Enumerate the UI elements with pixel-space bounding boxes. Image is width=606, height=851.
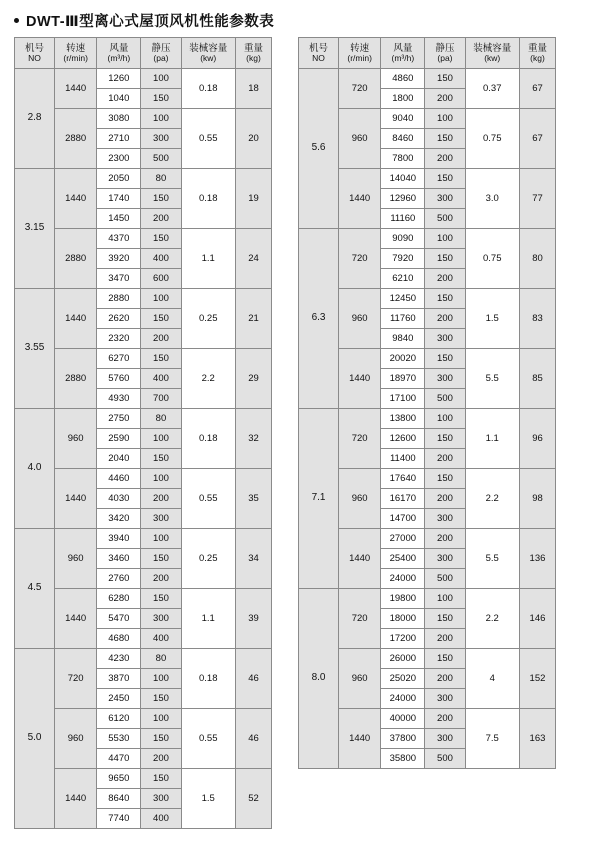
cell-pressure: 300 xyxy=(425,689,465,709)
cell-flow: 8640 xyxy=(97,789,141,809)
cell-flow: 2750 xyxy=(97,409,141,429)
cell-flow: 4030 xyxy=(97,489,141,509)
cell-pressure: 200 xyxy=(425,529,465,549)
cell-weight: 96 xyxy=(519,409,555,469)
cell-pressure: 200 xyxy=(425,449,465,469)
column-header-line1: 转速 xyxy=(350,42,370,54)
cell-flow: 6210 xyxy=(381,269,425,289)
table-row xyxy=(299,69,556,89)
cell-flow: 14040 xyxy=(381,169,425,189)
cell-pressure: 150 xyxy=(141,769,181,789)
cell-weight: 20 xyxy=(235,109,271,169)
cell-flow: 4470 xyxy=(97,749,141,769)
cell-flow: 12450 xyxy=(381,289,425,309)
table-body-left xyxy=(15,69,272,829)
cell-pressure: 400 xyxy=(141,249,181,269)
cell-pressure: 150 xyxy=(141,89,181,109)
cell-pressure: 100 xyxy=(425,409,465,429)
column-header-line2: (m³/h) xyxy=(107,52,131,63)
cell-flow: 19800 xyxy=(381,589,425,609)
cell-rpm: 1440 xyxy=(339,529,381,589)
cell-pressure: 150 xyxy=(425,609,465,629)
cell-power: 0.75 xyxy=(465,109,519,169)
column-header-line1: 装械容量 xyxy=(473,42,512,54)
cell-power: 5.5 xyxy=(465,529,519,589)
cell-flow: 25020 xyxy=(381,669,425,689)
cell-pressure: 200 xyxy=(141,489,181,509)
cell-flow: 7740 xyxy=(97,809,141,829)
cell-flow: 2050 xyxy=(97,169,141,189)
cell-pressure: 200 xyxy=(141,749,181,769)
cell-power: 0.55 xyxy=(181,109,235,169)
cell-rpm: 960 xyxy=(339,469,381,529)
cell-pressure: 300 xyxy=(425,729,465,749)
cell-flow: 9840 xyxy=(381,329,425,349)
table-row xyxy=(15,649,272,669)
cell-pressure: 500 xyxy=(425,209,465,229)
column-header-5 xyxy=(235,38,271,69)
cell-pressure: 200 xyxy=(425,149,465,169)
cell-power: 3.0 xyxy=(465,169,519,229)
cell-flow: 35800 xyxy=(381,749,425,769)
cell-flow: 2880 xyxy=(97,289,141,309)
cell-pressure: 80 xyxy=(141,409,181,429)
cell-flow: 13800 xyxy=(381,409,425,429)
table-row xyxy=(299,229,556,249)
cell-pressure: 300 xyxy=(141,609,181,629)
cell-pressure: 400 xyxy=(141,809,181,829)
cell-model-no: 5.0 xyxy=(15,649,55,829)
cell-power: 1.5 xyxy=(181,769,235,829)
cell-flow: 5760 xyxy=(97,369,141,389)
cell-pressure: 150 xyxy=(141,189,181,209)
cell-weight: 67 xyxy=(519,109,555,169)
cell-pressure: 200 xyxy=(141,209,181,229)
performance-table-left xyxy=(14,37,272,829)
cell-rpm: 720 xyxy=(55,649,97,709)
cell-model-no: 3.15 xyxy=(15,169,55,289)
cell-weight: 80 xyxy=(519,229,555,289)
cell-weight: 39 xyxy=(235,589,271,649)
cell-model-no: 3.55 xyxy=(15,289,55,409)
column-header-0 xyxy=(15,38,55,69)
cell-rpm: 960 xyxy=(55,409,97,469)
table-header-right xyxy=(299,38,556,69)
cell-pressure: 500 xyxy=(425,389,465,409)
cell-model-no: 4.5 xyxy=(15,529,55,649)
cell-power: 0.18 xyxy=(181,69,235,109)
cell-pressure: 100 xyxy=(141,669,181,689)
cell-flow: 6120 xyxy=(97,709,141,729)
cell-flow: 2040 xyxy=(97,449,141,469)
cell-flow: 9650 xyxy=(97,769,141,789)
cell-power: 0.18 xyxy=(181,169,235,229)
cell-model-no: 5.6 xyxy=(299,69,339,229)
cell-weight: 146 xyxy=(519,589,555,649)
cell-pressure: 200 xyxy=(425,309,465,329)
cell-flow: 26000 xyxy=(381,649,425,669)
cell-flow: 3460 xyxy=(97,549,141,569)
cell-flow: 27000 xyxy=(381,529,425,549)
column-header-1 xyxy=(339,38,381,69)
cell-pressure: 200 xyxy=(141,569,181,589)
cell-rpm: 2880 xyxy=(55,349,97,409)
column-header-5 xyxy=(519,38,555,69)
cell-rpm: 960 xyxy=(339,649,381,709)
cell-weight: 52 xyxy=(235,769,271,829)
column-header-line2: NO xyxy=(28,52,41,63)
cell-flow: 3420 xyxy=(97,509,141,529)
cell-model-no: 2.8 xyxy=(15,69,55,169)
column-header-4 xyxy=(181,38,235,69)
cell-flow: 3920 xyxy=(97,249,141,269)
cell-flow: 9040 xyxy=(381,109,425,129)
cell-pressure: 100 xyxy=(141,529,181,549)
cell-pressure: 500 xyxy=(425,569,465,589)
column-header-line2: (kg) xyxy=(246,52,261,63)
cell-rpm: 960 xyxy=(55,709,97,769)
cell-weight: 85 xyxy=(519,349,555,409)
cell-power: 1.1 xyxy=(181,229,235,289)
cell-pressure: 300 xyxy=(141,789,181,809)
cell-weight: 77 xyxy=(519,169,555,229)
cell-power: 7.5 xyxy=(465,709,519,769)
cell-flow: 1740 xyxy=(97,189,141,209)
cell-pressure: 500 xyxy=(425,749,465,769)
cell-flow: 1450 xyxy=(97,209,141,229)
cell-pressure: 150 xyxy=(141,589,181,609)
cell-pressure: 200 xyxy=(141,329,181,349)
cell-pressure: 200 xyxy=(425,489,465,509)
cell-rpm: 720 xyxy=(339,409,381,469)
column-header-line2: (kw) xyxy=(484,52,501,63)
column-header-line1: 机号 xyxy=(25,42,45,54)
cell-flow: 1260 xyxy=(97,69,141,89)
cell-flow: 20020 xyxy=(381,349,425,369)
cell-weight: 67 xyxy=(519,69,555,109)
cell-weight: 35 xyxy=(235,469,271,529)
column-header-line1: 风量 xyxy=(109,42,129,54)
cell-rpm: 960 xyxy=(55,529,97,589)
cell-pressure: 150 xyxy=(425,129,465,149)
cell-flow: 1040 xyxy=(97,89,141,109)
cell-flow: 4230 xyxy=(97,649,141,669)
cell-flow: 2450 xyxy=(97,689,141,709)
cell-weight: 83 xyxy=(519,289,555,349)
cell-flow: 4680 xyxy=(97,629,141,649)
cell-flow: 9090 xyxy=(381,229,425,249)
table-body-right xyxy=(299,69,556,769)
column-header-line1: 风量 xyxy=(393,42,413,54)
cell-flow: 12600 xyxy=(381,429,425,449)
cell-flow: 4860 xyxy=(381,69,425,89)
cell-pressure: 200 xyxy=(425,669,465,689)
column-header-line2: (m³/h) xyxy=(391,52,415,63)
column-header-line1: 静压 xyxy=(151,42,171,54)
cell-flow: 40000 xyxy=(381,709,425,729)
cell-flow: 4370 xyxy=(97,229,141,249)
cell-flow: 18970 xyxy=(381,369,425,389)
cell-flow: 11160 xyxy=(381,209,425,229)
cell-flow: 5530 xyxy=(97,729,141,749)
cell-flow: 11400 xyxy=(381,449,425,469)
cell-flow: 2710 xyxy=(97,129,141,149)
table-row xyxy=(299,589,556,609)
cell-pressure: 150 xyxy=(141,229,181,249)
cell-weight: 34 xyxy=(235,529,271,589)
cell-pressure: 300 xyxy=(425,549,465,569)
cell-weight: 46 xyxy=(235,709,271,769)
cell-flow: 7800 xyxy=(381,149,425,169)
cell-power: 0.18 xyxy=(181,409,235,469)
cell-pressure: 200 xyxy=(425,269,465,289)
cell-pressure: 150 xyxy=(425,349,465,369)
cell-rpm: 960 xyxy=(339,109,381,169)
cell-weight: 19 xyxy=(235,169,271,229)
cell-flow: 8460 xyxy=(381,129,425,149)
column-header-line1: 机号 xyxy=(309,42,329,54)
cell-pressure: 300 xyxy=(425,509,465,529)
cell-flow: 11760 xyxy=(381,309,425,329)
cell-pressure: 700 xyxy=(141,389,181,409)
cell-pressure: 100 xyxy=(425,589,465,609)
column-header-line1: 重量 xyxy=(527,42,547,54)
page-title-row xyxy=(0,0,606,37)
cell-rpm: 2880 xyxy=(55,229,97,289)
table-row xyxy=(15,409,272,429)
cell-pressure: 200 xyxy=(425,89,465,109)
cell-rpm: 1440 xyxy=(339,169,381,229)
cell-weight: 98 xyxy=(519,469,555,529)
cell-pressure: 150 xyxy=(141,349,181,369)
table-row xyxy=(299,409,556,429)
cell-pressure: 200 xyxy=(425,709,465,729)
cell-power: 1.1 xyxy=(181,589,235,649)
cell-pressure: 100 xyxy=(141,709,181,729)
cell-pressure: 150 xyxy=(425,69,465,89)
cell-rpm: 720 xyxy=(339,229,381,289)
column-header-line2: (kg) xyxy=(530,52,545,63)
cell-rpm: 2880 xyxy=(55,109,97,169)
performance-table-right xyxy=(298,37,556,769)
cell-pressure: 400 xyxy=(141,369,181,389)
cell-power: 0.75 xyxy=(465,229,519,289)
cell-rpm: 1440 xyxy=(55,589,97,649)
column-header-3 xyxy=(141,38,181,69)
cell-rpm: 1440 xyxy=(339,709,381,769)
cell-pressure: 150 xyxy=(425,429,465,449)
cell-rpm: 1440 xyxy=(55,69,97,109)
cell-power: 2.2 xyxy=(181,349,235,409)
cell-flow: 1800 xyxy=(381,89,425,109)
tables-container xyxy=(0,37,606,829)
cell-pressure: 100 xyxy=(141,69,181,89)
cell-pressure: 150 xyxy=(141,729,181,749)
cell-flow: 17100 xyxy=(381,389,425,409)
table-header-left xyxy=(15,38,272,69)
cell-power: 0.25 xyxy=(181,289,235,349)
column-header-line2: (r/min) xyxy=(347,52,372,63)
cell-pressure: 150 xyxy=(141,309,181,329)
cell-power: 0.37 xyxy=(465,69,519,109)
cell-pressure: 100 xyxy=(141,109,181,129)
table-row xyxy=(15,169,272,189)
cell-model-no: 8.0 xyxy=(299,589,339,769)
cell-rpm: 1440 xyxy=(55,469,97,529)
column-header-line2: (r/min) xyxy=(63,52,88,63)
cell-power: 1.5 xyxy=(465,289,519,349)
cell-power: 2.2 xyxy=(465,469,519,529)
cell-power: 5.5 xyxy=(465,349,519,409)
bullet-dot-icon xyxy=(14,18,19,23)
cell-power: 1.1 xyxy=(465,409,519,469)
cell-rpm: 1440 xyxy=(339,349,381,409)
cell-flow: 12960 xyxy=(381,189,425,209)
cell-pressure: 150 xyxy=(425,289,465,309)
column-header-line2: (pa) xyxy=(437,52,453,63)
cell-flow: 3870 xyxy=(97,669,141,689)
cell-pressure: 400 xyxy=(141,629,181,649)
cell-rpm: 960 xyxy=(339,289,381,349)
cell-pressure: 100 xyxy=(425,109,465,129)
cell-flow: 4460 xyxy=(97,469,141,489)
cell-pressure: 100 xyxy=(425,229,465,249)
cell-flow: 2760 xyxy=(97,569,141,589)
column-header-1 xyxy=(55,38,97,69)
column-header-2 xyxy=(381,38,425,69)
table-row xyxy=(15,289,272,309)
column-header-4 xyxy=(465,38,519,69)
column-header-0 xyxy=(299,38,339,69)
column-header-line1: 静压 xyxy=(435,42,455,54)
header-row xyxy=(299,38,556,69)
cell-pressure: 300 xyxy=(141,509,181,529)
cell-pressure: 300 xyxy=(141,129,181,149)
cell-power: 0.55 xyxy=(181,709,235,769)
page-title: DWT-Ⅲ型离心式屋顶风机性能参数表 xyxy=(26,14,275,30)
cell-flow: 6270 xyxy=(97,349,141,369)
cell-weight: 24 xyxy=(235,229,271,289)
cell-flow: 3470 xyxy=(97,269,141,289)
cell-power: 0.18 xyxy=(181,649,235,709)
cell-flow: 3940 xyxy=(97,529,141,549)
cell-pressure: 100 xyxy=(141,429,181,449)
cell-pressure: 500 xyxy=(141,149,181,169)
column-header-line1: 转速 xyxy=(66,42,86,54)
table-row xyxy=(15,529,272,549)
cell-flow: 2590 xyxy=(97,429,141,449)
header-row xyxy=(15,38,272,69)
cell-weight: 21 xyxy=(235,289,271,349)
column-header-2 xyxy=(97,38,141,69)
cell-flow: 2320 xyxy=(97,329,141,349)
cell-flow: 7920 xyxy=(381,249,425,269)
cell-pressure: 150 xyxy=(425,649,465,669)
cell-pressure: 80 xyxy=(141,169,181,189)
cell-model-no: 7.1 xyxy=(299,409,339,589)
cell-flow: 3080 xyxy=(97,109,141,129)
cell-pressure: 150 xyxy=(141,449,181,469)
cell-flow: 2620 xyxy=(97,309,141,329)
cell-pressure: 150 xyxy=(425,249,465,269)
cell-model-no: 6.3 xyxy=(299,229,339,409)
cell-rpm: 1440 xyxy=(55,169,97,229)
cell-pressure: 80 xyxy=(141,649,181,669)
cell-pressure: 300 xyxy=(425,189,465,209)
cell-flow: 4930 xyxy=(97,389,141,409)
cell-weight: 29 xyxy=(235,349,271,409)
column-header-line1: 装械容量 xyxy=(189,42,228,54)
cell-pressure: 600 xyxy=(141,269,181,289)
cell-rpm: 1440 xyxy=(55,289,97,349)
column-header-line1: 重量 xyxy=(243,42,263,54)
cell-rpm: 720 xyxy=(339,589,381,649)
cell-pressure: 150 xyxy=(141,689,181,709)
cell-weight: 163 xyxy=(519,709,555,769)
cell-pressure: 200 xyxy=(425,629,465,649)
cell-pressure: 150 xyxy=(425,469,465,489)
cell-pressure: 300 xyxy=(425,369,465,389)
column-header-line2: (kw) xyxy=(200,52,217,63)
cell-pressure: 150 xyxy=(141,549,181,569)
cell-pressure: 100 xyxy=(141,289,181,309)
cell-rpm: 1440 xyxy=(55,769,97,829)
cell-weight: 32 xyxy=(235,409,271,469)
cell-power: 0.25 xyxy=(181,529,235,589)
cell-pressure: 150 xyxy=(425,169,465,189)
cell-flow: 16170 xyxy=(381,489,425,509)
table-row xyxy=(15,69,272,89)
cell-weight: 136 xyxy=(519,529,555,589)
cell-model-no: 4.0 xyxy=(15,409,55,529)
cell-flow: 2300 xyxy=(97,149,141,169)
cell-flow: 25400 xyxy=(381,549,425,569)
cell-weight: 46 xyxy=(235,649,271,709)
cell-flow: 17200 xyxy=(381,629,425,649)
cell-weight: 18 xyxy=(235,69,271,109)
cell-weight: 152 xyxy=(519,649,555,709)
cell-pressure: 100 xyxy=(141,469,181,489)
column-header-line2: (pa) xyxy=(153,52,169,63)
cell-flow: 5470 xyxy=(97,609,141,629)
cell-flow: 24000 xyxy=(381,569,425,589)
column-header-3 xyxy=(425,38,465,69)
cell-flow: 17640 xyxy=(381,469,425,489)
cell-power: 2.2 xyxy=(465,589,519,649)
cell-flow: 6280 xyxy=(97,589,141,609)
cell-flow: 14700 xyxy=(381,509,425,529)
cell-rpm: 720 xyxy=(339,69,381,109)
cell-power: 4 xyxy=(465,649,519,709)
cell-flow: 37800 xyxy=(381,729,425,749)
column-header-line2: NO xyxy=(312,52,325,63)
cell-flow: 24000 xyxy=(381,689,425,709)
cell-power: 0.55 xyxy=(181,469,235,529)
cell-flow: 18000 xyxy=(381,609,425,629)
cell-pressure: 300 xyxy=(425,329,465,349)
